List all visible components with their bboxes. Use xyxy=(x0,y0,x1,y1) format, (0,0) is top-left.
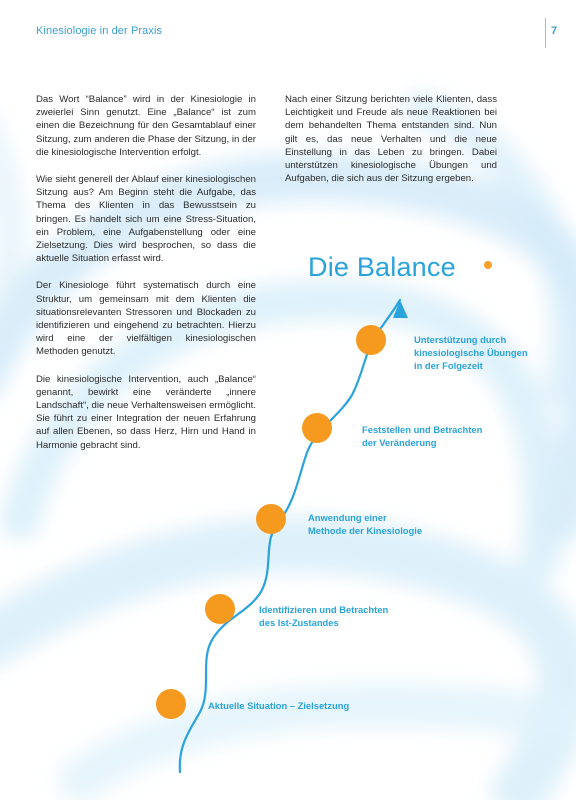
diagram-title: Die Balance xyxy=(308,252,456,282)
step-label-3: Anwendung einer Methode der Kinesiologie xyxy=(308,512,423,536)
paragraph: Das Wort “Balance” wird in der Kinesiologie in zweierlei Sinn genutzt. Eine „Balance“ ist zum einen die Bezeichnung für den Gesamtablauf einer Sitzung, zum anderen die Phase der Sitzung, in der die kinesiologische Intervention erfolgt. xyxy=(36,94,256,158)
paragraph: Wie sieht generell der Ablauf einer kinesiologischen Sitzung aus? Am Beginn steht die Aufgabe, das Thema des Klienten in das Bewusstsein zu bringen. Es handelt sich um eine Stress-Situation, ein Problem, eine Aufgabenstellung oder eine Zielsetzung. Dies wird besprochen, so dass die aktuelle Situation erfasst wird. xyxy=(36,174,256,265)
step-circle-2 xyxy=(205,594,235,624)
running-header-title: Kinesiologie in der Praxis xyxy=(36,25,163,37)
step-label-5: Unterstützung durch kinesiologische Übungen in der Folgezeit xyxy=(414,334,528,371)
step-label-4: Feststellen und Betrachten der Veränderung xyxy=(362,424,483,448)
step-circle-1 xyxy=(156,689,186,719)
step-circle-3 xyxy=(256,504,286,534)
step-circle-4 xyxy=(302,413,332,443)
step-circle-5 xyxy=(356,325,386,355)
paragraph: Die kinesiologische Intervention, auch „Balance“ genannt, bewirkt eine veränderte „innere Landschaft“, die neue Verhaltensweisen ermöglicht. Sie führt zu einer Integration der neuen Erfahrung auf allen Ebenen, so dass Herz, Hirn und Hand in Harmonie gebracht sind. xyxy=(36,373,256,451)
step-label-2: Identifizieren und Betrachten des Ist-Zustandes xyxy=(259,604,389,628)
page-number: 7 xyxy=(551,25,558,37)
paragraph: Der Kinesiologe führt systematisch durch eine Struktur, um gemeinsam mit dem Klienten die situationsrelevanten Stressoren und Blockaden zu identifizieren und eingehend zu betrachten. Hierzu wird eine der vielfältigen kinesiologischen Methoden genutzt. xyxy=(36,280,256,358)
paragraph: Nach einer Sitzung berichten viele Klienten, dass Leichtigkeit und Freude als neue Reaktionen bei dem behandelten Thema entstanden sind. Nun gilt es, das neue Verhalten und die neue Einstellung in das Leben zu bringen. Dabei unterstützen kinesiologische Übungen und Aufgaben, die sich aus der Sitzung ergeben. xyxy=(285,94,497,185)
step-label-1: Aktuelle Situation – Zielsetzung xyxy=(208,700,350,711)
